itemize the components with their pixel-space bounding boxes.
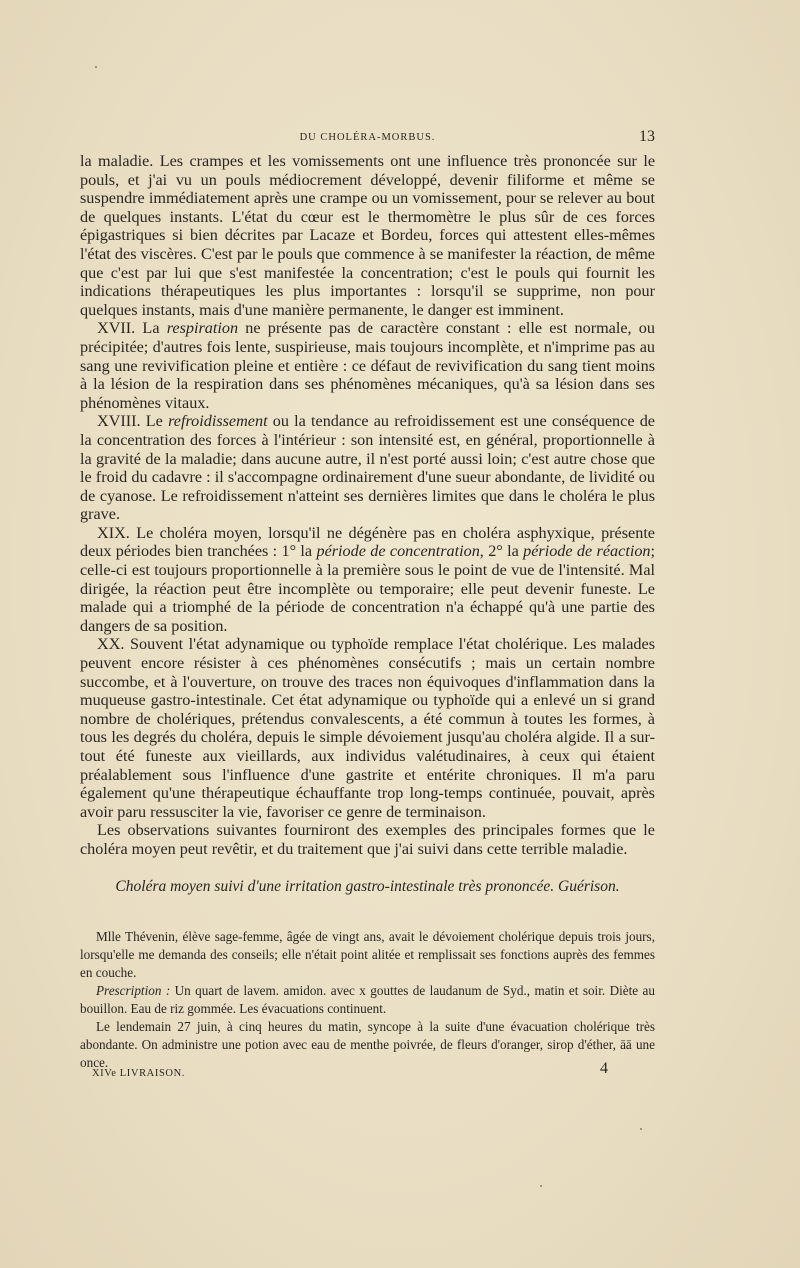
paper-speck <box>95 66 97 68</box>
note-prescription: Prescription : Un quart de lavem. amidon. avec x gouttes de laudanum de Syd., matin et soir. Diète au bouillon. Eau de riz gommée. Les évacuations continuent. <box>80 983 655 1016</box>
case-notes <box>80 928 655 1072</box>
signature-mark: XIVe LIVRAISON. <box>92 1068 185 1079</box>
paragraph-xix: XIX. Le choléra moyen, lorsqu'il ne dégénère pas en choléra asphyxique, présente deux périodes bien tranchées : 1° la période de concentration, 2° la période de réaction; celle-ci est toujours proportionnelle à la première sous le point de vue de l'intensité. Mal dirigée, la réaction peut être incomplète ou temporaire; elle peut devenir funeste. Le malade qui a triomphé de la période de concentration n'a échappé qu'à une partie des dangers de sa position. <box>80 523 656 635</box>
paper-speck <box>540 1185 542 1187</box>
page-number: 13 <box>639 128 655 145</box>
paper-speck <box>640 1128 642 1130</box>
note-patient: Mlle Thévenin, élève sage-femme, âgée de vingt ans, avait le dévoiement cholérique depuis trois jours, lorsqu'elle me demanda des conseils; elle n'était point alitée et remplissait ses fonctions auprès des femmes en couche. <box>80 929 655 980</box>
paragraph-1: la maladie. Les crampes et les vomissements ont une influence très prononcée sur le pouls, et j'ai vu un pouls médiocrement développé, devenir filiforme et même se suspendre immédiatement après une crampe ou un vomissement, pour se relever au bout de quelques instants. L'état du cœur est le thermomètre le plus sûr de ces forces épigastriques si bien décrites par Lacaze et Bordeu, forces qui attestent elles-mêmes l'état des viscères. C'est par le pouls que commence à se manifester la réaction, de même que c'est par lui que s'est manifestée la concentration; c'est le pouls qui fournit les indications thérapeutiques les plus importantes : lorsqu'il se supprime, non pour quelques instants, mais d'une manière permanente, le danger est imminent. <box>80 152 655 319</box>
main-text <box>80 152 655 859</box>
paragraph-observations: Les observations suivantes fourniront des exemples des principales formes que le choléra moyen peut revêtir, et du traitement que j'ai suivi dans cette terrible maladie. <box>80 821 655 858</box>
paragraph-xviii: XVIII. Le refroidissement ou la tendance au refroidissement est une conséquence de la concentration des forces à l'intérieur : son intensité est, en général, proportionnelle à la gravité de la maladie; dans aucune autre, il n'est porté aussi loin; c'est autre chose que le froid du cadavre : il s'accompagne ordinairement d'une sueur abondante, de lividité ou de cyanose. Le refroidissement n'atteint ses dernières limites que dans le choléra le plus grave. <box>80 412 655 524</box>
note-next-day: Le lendemain 27 juin, à cinq heures du matin, syncope à la suite d'une évacuation cholérique très abondante. On administre une potion avec eau de menthe poivrée, de fleurs d'oranger, sirop d'éther, āā une once. <box>80 1019 655 1070</box>
running-head: DU CHOLÉRA-MORBUS. <box>299 132 436 143</box>
page-header <box>80 128 655 150</box>
paragraph-xvii: XVII. La respiration ne présente pas de caractère constant : elle est normale, ou précipitée; d'autres fois lente, suspirieuse, mais toujours incomplète, et n'imprime pas au sang une revivification pleine et entière : ce défaut de revivification du sang tient moins à la lésion de la respiration dans ses phénomènes mécaniques, qu'à sa lésion dans ses phénomènes vitaux. <box>80 319 655 412</box>
paragraph-xx: XX. Souvent l'état adynamique ou typhoïde remplace l'état cholérique. Les malades peuvent encore résister à ces phénomènes consécutifs ; mais un certain nombre succombe, et à l'ouverture, on trouve des traces non équivoques d'inflammation dans la muqueuse gastro-intestinale. Cet état adynamique ou typhoïde qui a enlevé un si grand nombre de cholériques, prétendus convalescents, a été commun à toutes les formes, à tous les degrés du choléra, depuis le simple dévoiement jusqu'au choléra algide. Il a sur-tout été funeste aux vieillards, aux individus valétudinaires, à ceux qui étaient préalablement sous l'influence d'une gastrite et entérite chroniques. Il m'a paru également qu'une thérapeutique échauffante trop long-temps continuée, pouvait, après avoir paru ressusciter la vie, favoriser ce genre de terminaison. <box>80 635 655 821</box>
case-title: Choléra moyen suivi d'une irritation gastro-intestinale très prononcée. Guérison. <box>115 878 620 895</box>
signature-number: 4 <box>600 1060 608 1077</box>
